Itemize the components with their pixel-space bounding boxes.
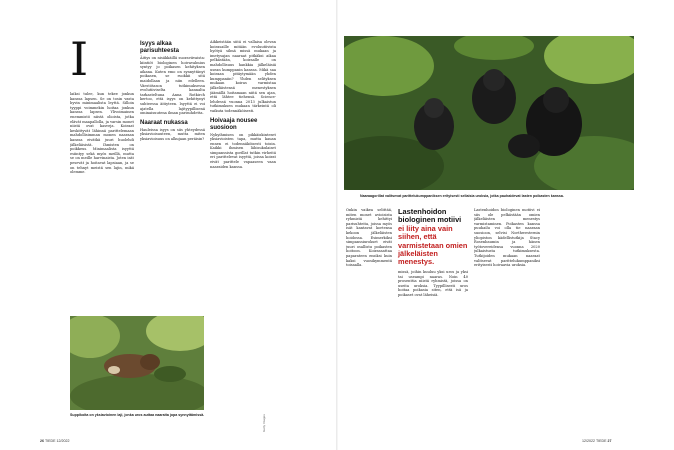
right-col1-body: Onkin vaikea selittää, miten monet avioisista ryhmistä kehittyi parisuhteita, joissa myös isät kantavat kortensa kekoon jälkeläisten hoidossa. Esimerkiksi simpanssiurokset eivät juuri osallistu poikasten hoitoon. Koirasaattaa paparateen ensiksi kuin kaksi vuosikymmentä toisaalla. <box>346 208 392 268</box>
pull-quote-red: ei liity aina vain siihen, että varmistetaan omien jälkeläisten menestys. <box>398 223 468 267</box>
section-heading-naaraat: Naaraat nukassa <box>140 119 188 126</box>
right-footer-mag: TIEDE <box>595 439 607 443</box>
left-page-number: 26 <box>40 439 44 443</box>
right-column-3 <box>474 208 540 430</box>
left-col1-body: laiksi tulee, kun tekee jonkun kanssa lapsen. Se on tosin vasta hyvin minimaalista leyttä. Silloin tyyppi voimmekin hoitaa jonkun kanssa lapsen. Ylivoimainen enemmistö niistä olioista, jotka elävät maapallolla, ja varsin monet niistä ovat kasveja. Koiraat keskittyvät lähinnä parittelemaan mahdollisimman monen naaraan kanssa eivätkä juuri huolehdi jälkeläisistä. Ihmisten on poikkeus. Minimaalista isyyttä esiintyy sekä myös meillä, mutta se on meille harvinaista. Joten isät pesevät ja hoitavat lapsiaan, ja se on tehnyt meistä sen lajin, mikä olemme. <box>70 92 134 175</box>
photo-credit: Getty Images <box>262 414 266 432</box>
page-gutter <box>336 0 338 450</box>
left-col3-body-2: Nykyihmisen on pikkäiskinteset yksiavioisten tapa, mutta kauan ennen ei todennäköisesti toisin. Kaikki ihmisen lähisukulaiset simpanssista gorillat tutkin virheitä eri parittelevat isyyttä, joissa koirat eivät parittele vapaaseen vaan naaraiden kanssa. <box>210 132 276 169</box>
drop-cap: I <box>70 32 89 86</box>
left-photo-caption: Suppikoita on yksiavioinen laji, jonka uros auttaa naaraita jopa synnyttämissä. <box>70 413 205 417</box>
section-heading-hoivaaja: Hoivaaja nousee suosioon <box>210 117 258 131</box>
left-footer-mag: TIEDE <box>44 439 56 443</box>
gorilla-photo-caption: Naaraagorillat valitsevat parittelukumppaniksen erityisesti sellaisia uroksia, jotka pauhaidevat lasten poikasten kanssa. <box>360 194 564 198</box>
left-column-1 <box>70 92 134 270</box>
right-column-1 <box>346 208 392 430</box>
left-column-2 <box>140 40 205 308</box>
right-col3-body: Lastenhoidon biologinen motiivi ei siis ole pelkästään omien jälkeläisten menestys varmistaminen. Poikasten kanssa puuhailu voi olla tie naaraan suosioon, selvisi Northwesternin yliopiston kädellistutkija Stacy Rosenbaumin ja hänen työtovereidensa vuonna 2020 julkaistusta tutkimuksesta. Tutkijoiden mukaan naaraat valitsevat parittelukumppaniksi erityisesti hoivaavia uroksia. <box>474 208 540 268</box>
right-footer <box>582 439 612 443</box>
left-column-3 <box>210 40 276 312</box>
left-col3-body: Äikkeistään siitä ei vallaisa olevan koirasaille mitään evoluutiivista hyötyä silmä missä mukaan ja imetysajan naaraat pitkäksi aikaa pelkästään, koiraalle on mahdollisuus hankkia jälkeläisiä usean kumppanin kanssa. Mikä saa koiraan pitäytymään yhden kumppaniin? Yhden selityksen mukaan koiras varmistaa jälkeläistensä menestyksen jäämällä hoitamaan niitä sen ajan, että lähtee tiehensä. Science-lehdessä vuonna 2013 julkaistun tutkimuksen mukaan tärkeintä oli vaikuta todennäköisesti. <box>210 40 276 113</box>
right-footer-issue: 12/2022 <box>582 439 595 443</box>
left-footer-issue: 12/2022 <box>56 439 70 443</box>
left-col2-body: Äitiys on nisäkkäillä suoraviivaista: kiintiöt biologinen hoivavalmius syntyy jo poikasen kehityksen aikana. Kuten emo on synnyttänyt poikasen, se ruokkii sitä maidollaan ja niin edelleen. Väestötason tutkimuksessa evolutiiviselta kannalta tarkasteltuna Anna Rotkirch kertoo, että isyys on kehittynyt suhteessa äitiyteen. Isyyttä ei voi ajatella lajityypillisenä ominaisuutena ilman parisuhdetta. <box>140 56 205 116</box>
gorilla-photo <box>344 36 634 190</box>
left-col2-body-2: Hauleissa isyys on siis yhteydessä yksiavioisuuteen, mutta miten yksiavioisuus on alkujaan peräisin? <box>140 127 205 141</box>
right-col2-body: missä, joihin kuuluu yksi uros ja yksi tai useampi naaras. Noin 40 prosenttia niistä ryhmistä, joissa on useita uroksia. Tyypillisesti uros hoitaa poikasia siten, että isä ja poikaset ovat läheisiä. <box>398 270 468 297</box>
right-column-2 <box>398 270 468 430</box>
animal-photo-left <box>70 316 204 410</box>
section-heading-isyys: Isyys alkaa parisuhteesta <box>140 41 180 54</box>
right-page-number: 27 <box>607 439 612 443</box>
left-footer <box>40 439 70 443</box>
pull-quote <box>398 208 468 267</box>
pull-quote-black: Lastenhoidon biologinen motiivi <box>398 207 462 225</box>
